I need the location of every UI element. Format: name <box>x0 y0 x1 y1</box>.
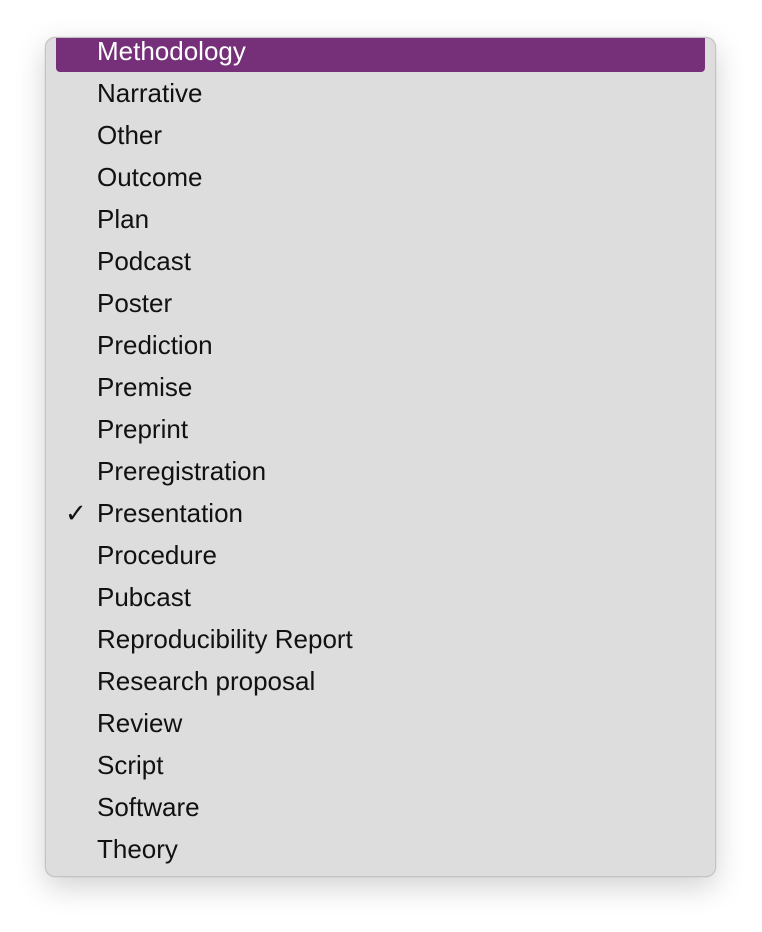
menu-item-theory[interactable] <box>56 828 705 870</box>
menu-item-label: Procedure <box>97 540 217 570</box>
menu-item-reproducibility-report[interactable] <box>56 618 705 660</box>
menu-item-podcast[interactable] <box>56 240 705 282</box>
menu-item-plan[interactable] <box>56 198 705 240</box>
menu-item-label: Review <box>97 708 183 738</box>
menu-item-label: Research proposal <box>97 666 316 696</box>
menu-item-research-proposal[interactable] <box>56 660 705 702</box>
menu-item-label: Pubcast <box>97 582 191 612</box>
menu-item-label: Premise <box>97 372 193 402</box>
menu-item-narrative[interactable] <box>56 72 705 114</box>
menu-item-label: Reproducibility Report <box>97 624 353 654</box>
menu-item-presentation[interactable] <box>56 492 705 534</box>
menu-item-premise[interactable] <box>56 366 705 408</box>
menu-item-label: Other <box>97 120 163 150</box>
menu-item-label: Plan <box>97 204 150 234</box>
menu-item-label: Narrative <box>97 78 203 108</box>
menu-item-label: Methodology <box>97 37 246 66</box>
menu-item-preprint[interactable] <box>56 408 705 450</box>
dropdown-menu <box>45 37 716 877</box>
menu-item-software[interactable] <box>56 786 705 828</box>
menu-item-review[interactable] <box>56 702 705 744</box>
menu-item-label: Preprint <box>97 414 189 444</box>
menu-item-outcome[interactable] <box>56 156 705 198</box>
menu-item-label: Theory <box>97 834 178 864</box>
menu-item-label: Prediction <box>97 330 213 360</box>
menu-item-list <box>46 38 715 876</box>
menu-item-methodology[interactable] <box>56 37 705 72</box>
menu-item-label: Outcome <box>97 162 203 192</box>
menu-item-script[interactable] <box>56 744 705 786</box>
menu-item-pubcast[interactable] <box>56 576 705 618</box>
menu-item-other[interactable] <box>56 114 705 156</box>
menu-item-label: Presentation <box>97 498 243 528</box>
menu-item-label: Poster <box>97 288 173 318</box>
menu-item-label: Preregistration <box>97 456 267 486</box>
menu-item-label: Podcast <box>97 246 191 276</box>
menu-item-prediction[interactable] <box>56 324 705 366</box>
checkmark-icon: ✓ <box>65 498 87 528</box>
menu-item-label: Software <box>97 792 200 822</box>
menu-item-procedure[interactable] <box>56 534 705 576</box>
menu-item-preregistration[interactable] <box>56 450 705 492</box>
menu-item-label: Script <box>97 750 164 780</box>
menu-item-poster[interactable] <box>56 282 705 324</box>
